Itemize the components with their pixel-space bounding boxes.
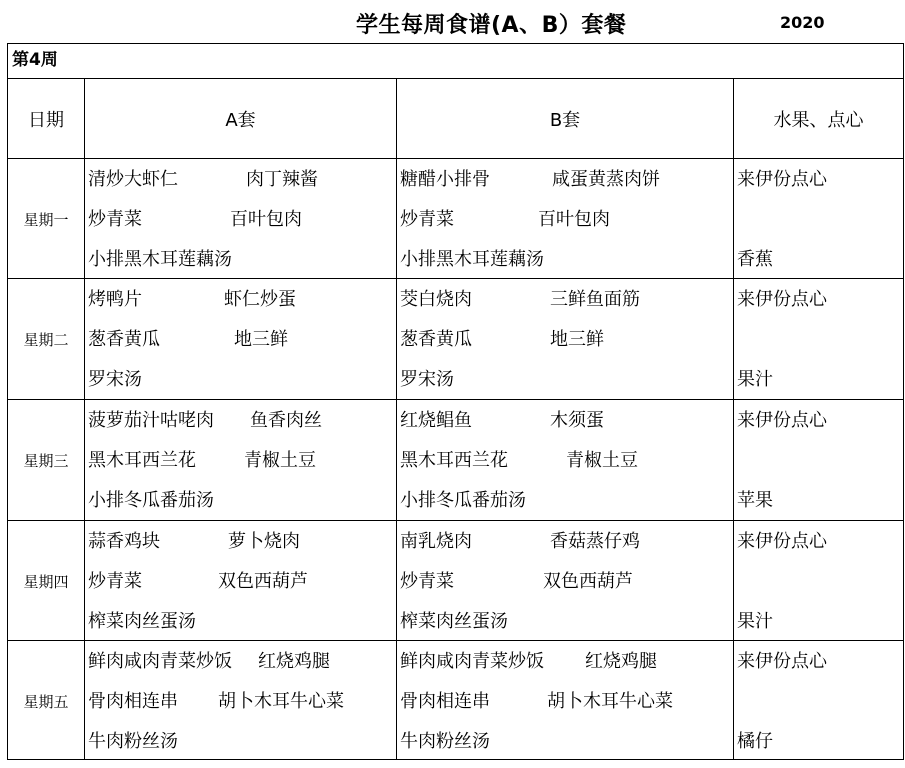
dish-name: 黑木耳西兰花 (88, 450, 196, 471)
menu-line-set-a (88, 168, 388, 192)
menu-line-set-a (88, 449, 388, 473)
menu-line-set-b (400, 208, 730, 232)
dish-name: 罗宋汤 (88, 369, 142, 390)
day-label: 星期三 (23, 451, 69, 470)
dish-name: 胡卜木耳牛心菜 (547, 691, 673, 712)
dish-name: 红烧鲳鱼 (400, 410, 472, 431)
dish-name: 鱼香肉丝 (250, 410, 322, 431)
menu-line-set-a (88, 248, 388, 272)
year-label: 2020 (780, 13, 825, 32)
menu-line-set-a (88, 570, 388, 594)
header-set-b: B套 (549, 109, 581, 131)
dish-name: 肉丁辣酱 (246, 169, 318, 190)
header-set-a: A套 (225, 109, 256, 131)
menu-line-set-b (400, 409, 730, 433)
column-divider (84, 79, 85, 759)
menu-line-set-b (400, 690, 730, 714)
dish-name: 青椒土豆 (566, 450, 638, 471)
snack-item: 来伊份点心 (737, 289, 827, 310)
dish-name: 小排黑木耳莲藕汤 (400, 249, 544, 270)
column-divider (733, 79, 734, 759)
snack-item: 来伊份点心 (737, 531, 827, 552)
fruit-item: 苹果 (737, 490, 773, 511)
row-divider (8, 158, 903, 159)
menu-line-set-b (400, 489, 730, 513)
menu-line-set-a (88, 489, 388, 513)
dish-name: 骨肉相连串 (400, 691, 490, 712)
dish-name: 咸蛋黄蒸肉饼 (552, 169, 660, 190)
menu-line-set-a (88, 530, 388, 554)
menu-line-set-b (400, 650, 730, 674)
menu-line-set-b (400, 570, 730, 594)
day-label: 星期四 (23, 572, 69, 591)
dish-name: 木须蛋 (550, 410, 604, 431)
dish-name: 蒜香鸡块 (88, 531, 160, 552)
menu-line-set-b (400, 328, 730, 352)
dish-name: 茭白烧肉 (400, 289, 472, 310)
dish-name: 百叶包肉 (538, 209, 610, 230)
dish-name: 红烧鸡腿 (258, 651, 330, 672)
row-divider (8, 640, 903, 641)
menu-line-set-a (88, 288, 388, 312)
dish-name: 菠萝茄汁咕咾肉 (88, 410, 214, 431)
snack-item: 来伊份点心 (737, 169, 827, 190)
dish-name: 葱香黄瓜 (88, 329, 160, 350)
header-fruit-snack: 水果、点心 (773, 109, 864, 131)
dish-name: 虾仁炒蛋 (224, 289, 296, 310)
dish-name: 香菇蒸仔鸡 (550, 531, 640, 552)
menu-line-set-a (88, 409, 388, 433)
dish-name: 清炒大虾仁 (88, 169, 178, 190)
row-divider (8, 520, 903, 521)
menu-line-set-b (400, 730, 730, 754)
dish-name: 牛肉粉丝汤 (400, 731, 490, 752)
dish-name: 鲜肉咸肉青菜炒饭 (400, 651, 544, 672)
snack-item: 来伊份点心 (737, 410, 827, 431)
column-divider (396, 79, 397, 759)
row-divider (8, 399, 903, 400)
dish-name: 青椒土豆 (244, 450, 316, 471)
fruit-item: 橘仔 (737, 731, 773, 752)
menu-line-set-b (400, 168, 730, 192)
dish-name: 百叶包肉 (230, 209, 302, 230)
dish-name: 糖醋小排骨 (400, 169, 490, 190)
dish-name: 小排黑木耳莲藕汤 (88, 249, 232, 270)
snack-item: 来伊份点心 (737, 651, 827, 672)
menu-table (7, 43, 904, 760)
dish-name: 炒青菜 (88, 209, 142, 230)
dish-name: 榨菜肉丝蛋汤 (400, 611, 508, 632)
dish-name: 葱香黄瓜 (400, 329, 472, 350)
menu-line-set-a (88, 610, 388, 634)
menu-line-set-b (400, 530, 730, 554)
dish-name: 榨菜肉丝蛋汤 (88, 611, 196, 632)
menu-line-set-a (88, 690, 388, 714)
dish-name: 双色西葫芦 (218, 571, 308, 592)
dish-name: 三鲜鱼面筋 (550, 289, 640, 310)
menu-line-set-a (88, 208, 388, 232)
menu-line-set-b (400, 288, 730, 312)
dish-name: 萝卜烧肉 (228, 531, 300, 552)
dish-name: 地三鲜 (550, 329, 604, 350)
fruit-item: 香蕉 (737, 249, 773, 270)
dish-name: 骨肉相连串 (88, 691, 178, 712)
menu-line-set-a (88, 328, 388, 352)
dish-name: 胡卜木耳牛心菜 (218, 691, 344, 712)
dish-name: 鲜肉咸肉青菜炒饭 (88, 651, 232, 672)
menu-line-set-b (400, 248, 730, 272)
dish-name: 地三鲜 (234, 329, 288, 350)
dish-name: 小排冬瓜番茄汤 (400, 490, 526, 511)
menu-line-set-a (88, 650, 388, 674)
menu-line-set-b (400, 449, 730, 473)
header-date: 日期 (28, 109, 64, 131)
day-label: 星期二 (23, 330, 69, 349)
dish-name: 烤鸭片 (88, 289, 142, 310)
dish-name: 黑木耳西兰花 (400, 450, 508, 471)
dish-name: 罗宋汤 (400, 369, 454, 390)
row-divider (8, 278, 903, 279)
dish-name: 牛肉粉丝汤 (88, 731, 178, 752)
dish-name: 小排冬瓜番茄汤 (88, 490, 214, 511)
day-label: 星期一 (23, 210, 69, 229)
dish-name: 双色西葫芦 (543, 571, 633, 592)
menu-line-set-a (88, 730, 388, 754)
fruit-item: 果汁 (737, 369, 773, 390)
dish-name: 炒青菜 (88, 571, 142, 592)
menu-line-set-b (400, 610, 730, 634)
dish-name: 红烧鸡腿 (585, 651, 657, 672)
dish-name: 南乳烧肉 (400, 531, 472, 552)
fruit-item: 果汁 (737, 611, 773, 632)
menu-line-set-b (400, 368, 730, 392)
page-title: 学生每周食谱(A、B）套餐 (356, 13, 627, 38)
dish-name: 炒青菜 (400, 571, 454, 592)
dish-name: 炒青菜 (400, 209, 454, 230)
week-label: 第4周 (8, 44, 903, 79)
day-label: 星期五 (23, 692, 69, 711)
menu-line-set-a (88, 368, 388, 392)
